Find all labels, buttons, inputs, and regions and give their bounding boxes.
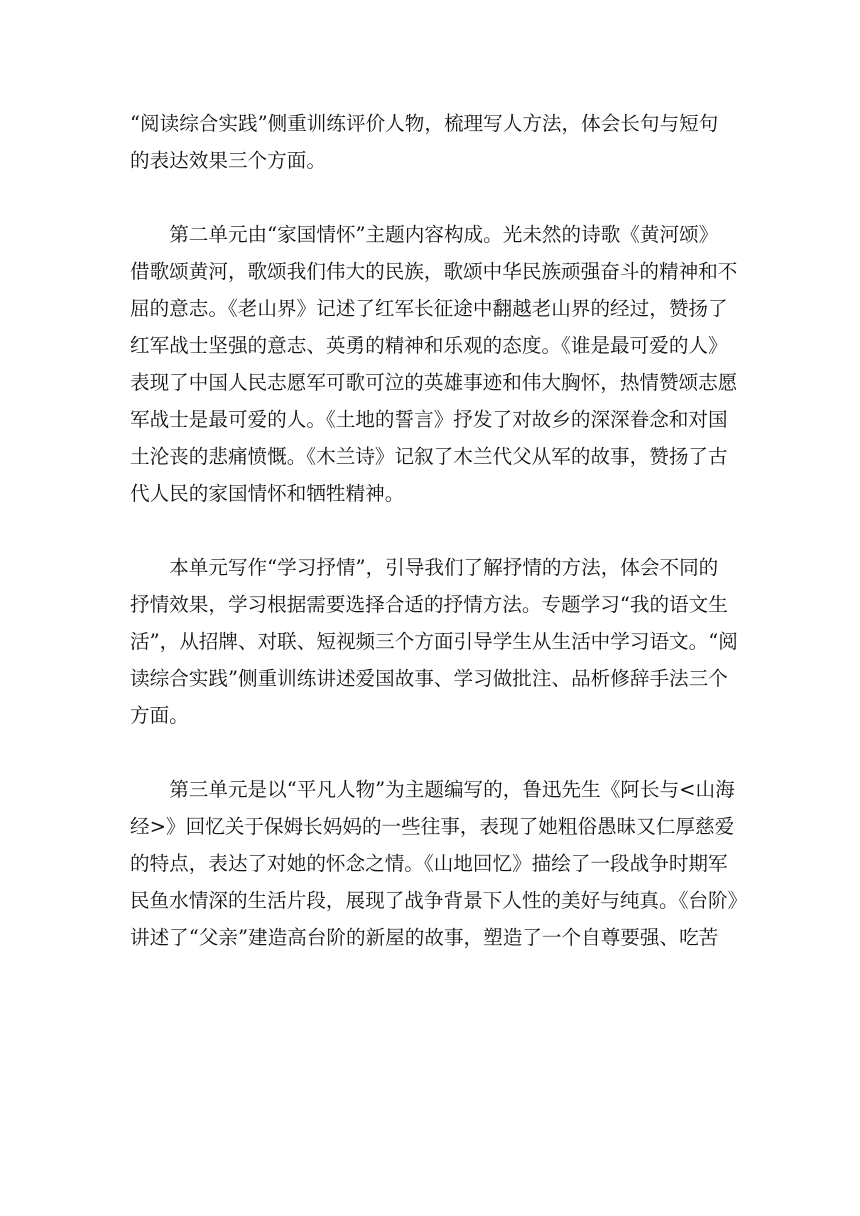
text-line: 本单元写作“学习抒情”，引导我们了解抒情的方法，体会不同的: [169, 556, 719, 579]
text-line: 讲述了“父亲”建造高台阶的新屋的故事，塑造了一个自尊要强、吃苦: [130, 926, 719, 949]
paragraph-4: [130, 771, 748, 956]
text-line: 第三单元是以“平凡人物”为主题编写的，鲁迅先生《阿长与<山海: [169, 778, 735, 801]
text-line: 民鱼水情深的生活片段，展现了战争背景下人性的美好与纯真。《台阶》: [130, 889, 748, 912]
text-line: 借歌颂黄河，歌颂我们伟大的民族，歌颂中华民族顽强奋斗的精神和不: [130, 260, 738, 283]
text-line: 土沦丧的悲痛愤慨。《木兰诗》记叙了木兰代父从军的故事，赞扬了古: [130, 445, 728, 468]
text-line: 屈的意志。《老山界》记述了红军长征途中翻越老山界的经过，赞扬了: [130, 297, 728, 320]
text-line: 表现了中国人民志愿军可歌可泣的英雄事迹和伟大胸怀，热情赞颂志愿: [130, 371, 738, 394]
text-line: 的表达效果三个方面。: [130, 149, 326, 172]
text-line: 代人民的家国情怀和牺牲精神。: [130, 482, 405, 505]
text-line: 方面。: [130, 704, 189, 727]
document-page: [130, 105, 748, 993]
text-line: 经>》回忆关于保姆长妈妈的一些往事，表现了她粗俗愚昧又仁厚慈爱: [130, 815, 735, 838]
text-line: 抒情效果，学习根据需要选择合适的抒情方法。专题学习“我的语文生: [130, 593, 728, 616]
text-line: 的特点，表达了对她的怀念之情。《山地回忆》描绘了一段战争时期军: [130, 852, 728, 875]
text-line: 红军战士坚强的意志、英勇的精神和乐观的态度。《谁是最可爱的人》: [130, 334, 728, 357]
paragraph-3: [130, 549, 738, 734]
text-line: 军战士是最可爱的人。《土地的誓言》抒发了对故乡的深深眷念和对国: [130, 408, 728, 431]
paragraph-2: [130, 216, 738, 512]
text-line: 活”，从招牌、对联、短视频三个方面引导学生从生活中学习语文。“阅: [130, 630, 738, 653]
text-line: “阅读综合实践”侧重训练评价人物，梳理写人方法，体会长句与短句: [130, 112, 719, 135]
paragraph-1: [130, 105, 730, 179]
text-line: 读综合实践”侧重训练讲述爱国故事、学习做批注、品析修辞手法三个: [130, 667, 728, 690]
text-line: 第二单元由“家国情怀”主题内容构成。光未然的诗歌《黄河颂》: [169, 223, 719, 246]
